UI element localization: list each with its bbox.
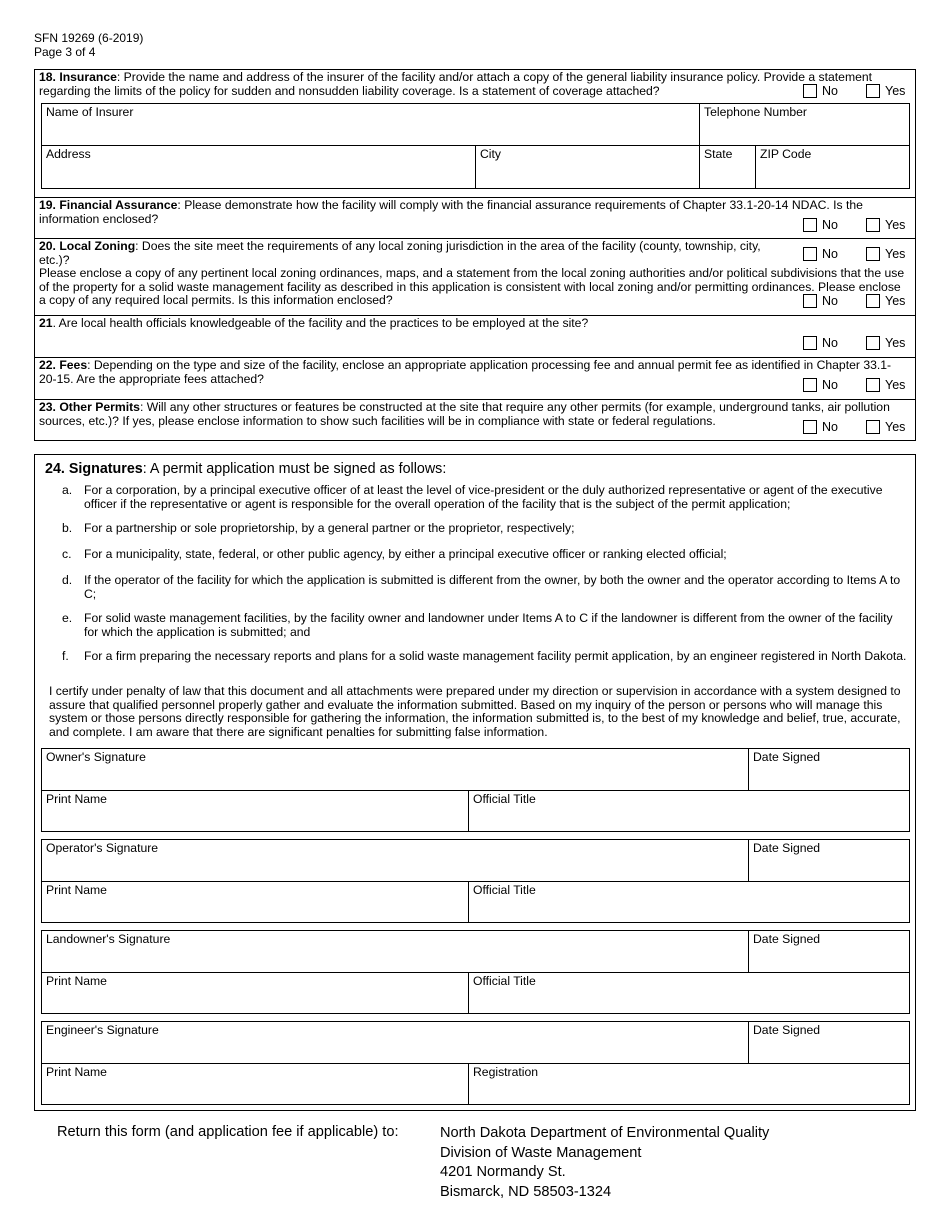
q24-intro: : A permit application must be signed as follows: — [142, 461, 447, 477]
q18-yes-checkbox[interactable] — [866, 84, 880, 98]
owner-official-title-field[interactable] — [468, 790, 910, 832]
q21-body: . Are local health officials knowledgeable of the facility and the practices to be employed at the site? — [52, 316, 589, 330]
certification-statement: I certify under penalty of law that this document and all attachments were prepared under my direction or supervision in accordance with a system designed to assure that qualified personnel properly gather and evaluate the information submitted. Based on my inquiry of the person or persons who will manage this system or those persons directly responsible for gathering the information, the information submitted is, to the best of my knowledge and belief, true, accurate, and complete. I am aware that there are significant penalties for submitting false information. — [49, 684, 901, 739]
q22-yes-checkbox[interactable] — [866, 378, 880, 392]
rule-text: For solid waste management facilities, by the facility owner and landowner under Items A to C if the landowner is different from the owner of the facility for which the application is submitted; and — [84, 611, 893, 639]
name-of-insurer-field[interactable] — [41, 103, 700, 146]
landowner-signature-label: Landowner's Signature — [46, 932, 171, 946]
yes-label: Yes — [885, 294, 906, 308]
name-of-insurer-label: Name of Insurer — [46, 105, 134, 119]
owner-signature-label: Owner's Signature — [46, 750, 146, 764]
engineer-registration-label: Registration — [473, 1065, 539, 1079]
form-header — [34, 31, 143, 59]
signature-rule-e — [62, 612, 907, 639]
rule-text: For a firm preparing the necessary reports and plans for a solid waste management facility permit application, by an engineer registered in North Dakota. — [84, 649, 907, 663]
operator-official-title-label: Official Title — [473, 883, 536, 897]
landowner-print-name-label: Print Name — [46, 974, 107, 988]
q20-body: : Does the site meet the requirements of any local zoning jurisdiction in the area of the facility (county, township, city, etc.)? — [39, 239, 761, 267]
telephone-number-label: Telephone Number — [704, 105, 807, 119]
q24-title-bold: 24. Signatures — [45, 461, 143, 477]
signature-rule-c — [62, 548, 907, 562]
operator-signature-field[interactable] — [41, 839, 749, 882]
signature-rule-d — [62, 574, 907, 601]
questions-box — [34, 69, 916, 441]
q23-body: : Will any other structures or features be constructed at the site that require any other permits (for example, underground tanks, air pollution sources, etc.)? If yes, please enclose information to show such facilities will be in compliance with state or federal regulations. — [39, 400, 890, 428]
q23-other-permits — [35, 399, 915, 441]
signature-rule-b — [62, 522, 907, 536]
q19-no-checkbox[interactable] — [803, 218, 817, 232]
yes-label: Yes — [885, 336, 906, 350]
landowner-print-name-field[interactable] — [41, 972, 469, 1014]
no-label: No — [822, 247, 838, 261]
yes-label: Yes — [885, 218, 906, 232]
no-label: No — [822, 378, 838, 392]
engineer-registration-field[interactable] — [468, 1063, 910, 1105]
operator-date-signed-field[interactable] — [748, 839, 910, 882]
signature-rule-f — [62, 650, 907, 664]
engineer-signature-label: Engineer's Signature — [46, 1023, 159, 1037]
engineer-signature-field[interactable] — [41, 1021, 749, 1064]
q18-body: : Provide the name and address of the insurer of the facility and/or attach a copy of the general liability insurance policy. Provide a statement regarding the limits of the policy for sudden and nonsudden liability coverage. Is a statement of coverage attached? — [39, 70, 873, 98]
engineer-date-signed-field[interactable] — [748, 1021, 910, 1064]
no-label: No — [822, 218, 838, 232]
no-label: No — [822, 294, 838, 308]
operator-date-label: Date Signed — [753, 841, 821, 855]
q21-yes-checkbox[interactable] — [866, 336, 880, 350]
q22-body: : Depending on the type and size of the facility, enclose an appropriate application processing fee and annual permit fee as identified in Chapter 33.1-20-15. Are the appropriate fees attached? — [39, 358, 892, 386]
landowner-official-title-label: Official Title — [473, 974, 536, 988]
owner-print-name-label: Print Name — [46, 792, 107, 806]
operator-print-name-label: Print Name — [46, 883, 107, 897]
q19-yes-option[interactable] — [866, 218, 905, 232]
yes-label: Yes — [885, 84, 906, 98]
q18-yes-option[interactable] — [866, 84, 905, 98]
rule-text: For a partnership or sole proprietorship, by a general partner or the proprietor, respectively; — [84, 521, 575, 535]
city-label: City — [480, 147, 501, 161]
q18-insurance — [35, 70, 915, 197]
q21-title: 21 — [39, 316, 53, 330]
q20a-no-option[interactable] — [803, 247, 838, 261]
owner-signature-field[interactable] — [41, 748, 749, 791]
engineer-date-label: Date Signed — [753, 1023, 821, 1037]
address-line-street: 4201 Normandy St. — [440, 1164, 566, 1180]
address-line-city: Bismarck, ND 58503-1324 — [440, 1183, 612, 1200]
q20-title: 20. Local Zoning — [39, 239, 136, 253]
owner-date-signed-field[interactable] — [748, 748, 910, 791]
q21-no-checkbox[interactable] — [803, 336, 817, 350]
q20a-no-checkbox[interactable] — [803, 247, 817, 261]
q18-title: 18. Insurance — [39, 70, 117, 84]
form-number: SFN 19269 (6-2019) — [34, 31, 144, 45]
q18-no-checkbox[interactable] — [803, 84, 817, 98]
q22-title: 22. Fees — [39, 358, 88, 372]
q23-yes-option[interactable] — [866, 420, 905, 434]
city-field[interactable] — [475, 145, 700, 189]
q20b-yes-option[interactable] — [866, 294, 905, 308]
rule-letter: a. — [62, 483, 73, 497]
yes-label: Yes — [885, 247, 906, 261]
no-label: No — [822, 420, 838, 434]
landowner-date-label: Date Signed — [753, 932, 821, 946]
rule-text: For a municipality, state, federal, or other public agency, by either a principal executive officer or ranking elected official; — [84, 547, 727, 561]
landowner-date-signed-field[interactable] — [748, 930, 910, 973]
q19-body: : Please demonstrate how the facility will comply with the financial assurance requirements of Chapter 33.1-20-14 NDAC. Is the information enclosed? — [39, 198, 863, 226]
engineer-print-name-field[interactable] — [41, 1063, 469, 1105]
q22-yes-option[interactable] — [866, 378, 905, 392]
q23-yes-checkbox[interactable] — [866, 420, 880, 434]
rule-letter: d. — [62, 573, 73, 587]
address-field[interactable] — [41, 145, 476, 189]
rule-text: If the operator of the facility for which the application is submitted is different from the owner, by both the owner and the operator according to Items A to C; — [84, 573, 901, 601]
q20-text — [39, 240, 785, 267]
q19-financial-assurance — [35, 197, 915, 238]
q20b-no-option[interactable] — [803, 294, 838, 308]
q18-text — [39, 71, 911, 98]
rule-letter: f. — [62, 649, 69, 663]
q23-no-checkbox[interactable] — [803, 420, 817, 434]
q20b-yes-checkbox[interactable] — [866, 294, 880, 308]
q19-yes-checkbox[interactable] — [866, 218, 880, 232]
no-label: No — [822, 336, 838, 350]
q20a-yes-option[interactable] — [866, 247, 905, 261]
return-address — [440, 1124, 769, 1202]
q23-text — [39, 401, 907, 428]
owner-print-name-field[interactable] — [41, 790, 469, 832]
q19-title: 19. Financial Assurance — [39, 198, 178, 212]
yes-label: Yes — [885, 378, 906, 392]
q20b-no-checkbox[interactable] — [803, 294, 817, 308]
zip-code-field[interactable] — [755, 145, 910, 189]
landowner-official-title-field[interactable] — [468, 972, 910, 1014]
telephone-number-field[interactable] — [699, 103, 910, 146]
q21-no-option[interactable] — [803, 336, 838, 350]
landowner-signature-field[interactable] — [41, 930, 749, 973]
address-line-division: Division of Waste Management — [440, 1144, 642, 1161]
yes-label: Yes — [885, 420, 906, 434]
return-instructions: Return this form (and application fee if applicable) to: — [57, 1124, 399, 1140]
q21-yes-option[interactable] — [866, 336, 905, 350]
q24-title — [45, 461, 446, 477]
signature-rule-a — [62, 484, 907, 511]
q22-no-option[interactable] — [803, 378, 838, 392]
q21-local-health — [35, 315, 915, 357]
q23-no-option[interactable] — [803, 420, 838, 434]
q21-text — [39, 317, 905, 331]
no-label: No — [822, 84, 838, 98]
q22-no-checkbox[interactable] — [803, 378, 817, 392]
q20-text2: Please enclose a copy of any pertinent local zoning ordinances, maps, and a statement from the local zoning authorities and/or political subdivisions that the use of the property for a solid waste management facility as described in this application is consistent with local zoning and/or permitting ordinances. Please enclose a copy of any required local permits. Is this information enclosed? — [39, 266, 905, 308]
engineer-print-name-label: Print Name — [46, 1065, 107, 1079]
q23-title: 23. Other Permits — [39, 400, 140, 414]
rule-letter: c. — [62, 547, 72, 561]
operator-print-name-field[interactable] — [41, 881, 469, 923]
q19-text — [39, 199, 905, 226]
state-field[interactable] — [699, 145, 756, 189]
address-line-agency: North Dakota Department of Environmental Quality — [440, 1125, 770, 1141]
q19-no-option[interactable] — [803, 218, 838, 232]
rule-letter: e. — [62, 611, 73, 625]
q20a-yes-checkbox[interactable] — [866, 247, 880, 261]
rule-letter: b. — [62, 521, 73, 535]
q20-local-zoning — [35, 238, 915, 315]
owner-official-title-label: Official Title — [473, 792, 536, 806]
owner-date-label: Date Signed — [753, 750, 821, 764]
page-number: Page 3 of 4 — [34, 45, 96, 59]
operator-signature-label: Operator's Signature — [46, 841, 159, 855]
q18-no-option[interactable] — [803, 84, 838, 98]
state-label: State — [704, 147, 733, 161]
zip-code-label: ZIP Code — [760, 147, 812, 161]
operator-official-title-field[interactable] — [468, 881, 910, 923]
q22-fees — [35, 357, 915, 399]
rule-text: For a corporation, by a principal executive officer of at least the level of vice-president or the duly authorized representative or agent of the executive officer if the representative or agent is responsible for the overall operation of the facility that is the subject of the permit application; — [84, 483, 883, 511]
q22-text — [39, 359, 905, 386]
signatures-box — [34, 454, 916, 1111]
address-label: Address — [46, 147, 91, 161]
